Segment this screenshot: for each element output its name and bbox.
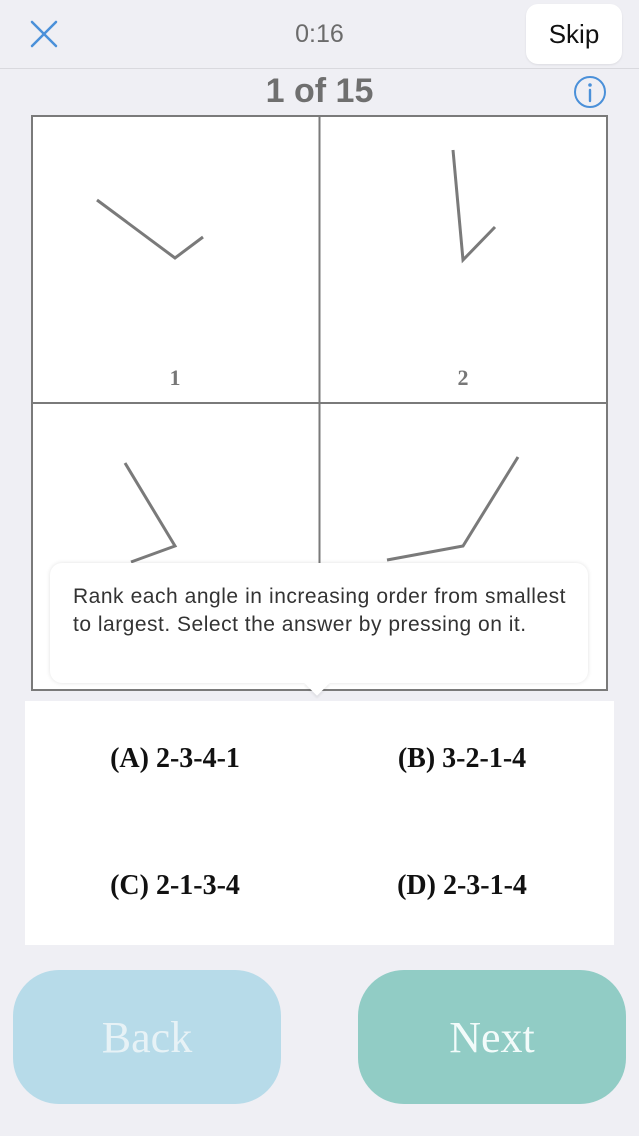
instruction-tooltip xyxy=(50,563,588,683)
top-bar xyxy=(0,0,639,69)
figure-label-2: 2 xyxy=(457,365,469,390)
answer-option-a[interactable]: (A) 2-3-4-1 xyxy=(110,743,240,774)
info-button[interactable] xyxy=(573,75,607,109)
question-progress: 1 of 15 xyxy=(265,72,374,110)
skip-button[interactable]: Skip xyxy=(526,4,622,64)
answer-option-c[interactable]: (C) 2-1-3-4 xyxy=(110,870,240,901)
instruction-text: Rank each angle in increasing order from smallest to largest. Select the answer by pressing on it. xyxy=(73,585,566,636)
back-button[interactable]: Back xyxy=(13,970,281,1104)
timer: 0:16 xyxy=(295,20,344,48)
answer-option-b[interactable]: (B) 3-2-1-4 xyxy=(397,743,527,774)
info-icon xyxy=(573,75,607,109)
answer-options xyxy=(25,701,614,945)
next-button[interactable]: Next xyxy=(358,970,626,1104)
figure-label-1: 1 xyxy=(169,365,181,390)
answer-option-d[interactable]: (D) 2-3-1-4 xyxy=(397,870,527,901)
